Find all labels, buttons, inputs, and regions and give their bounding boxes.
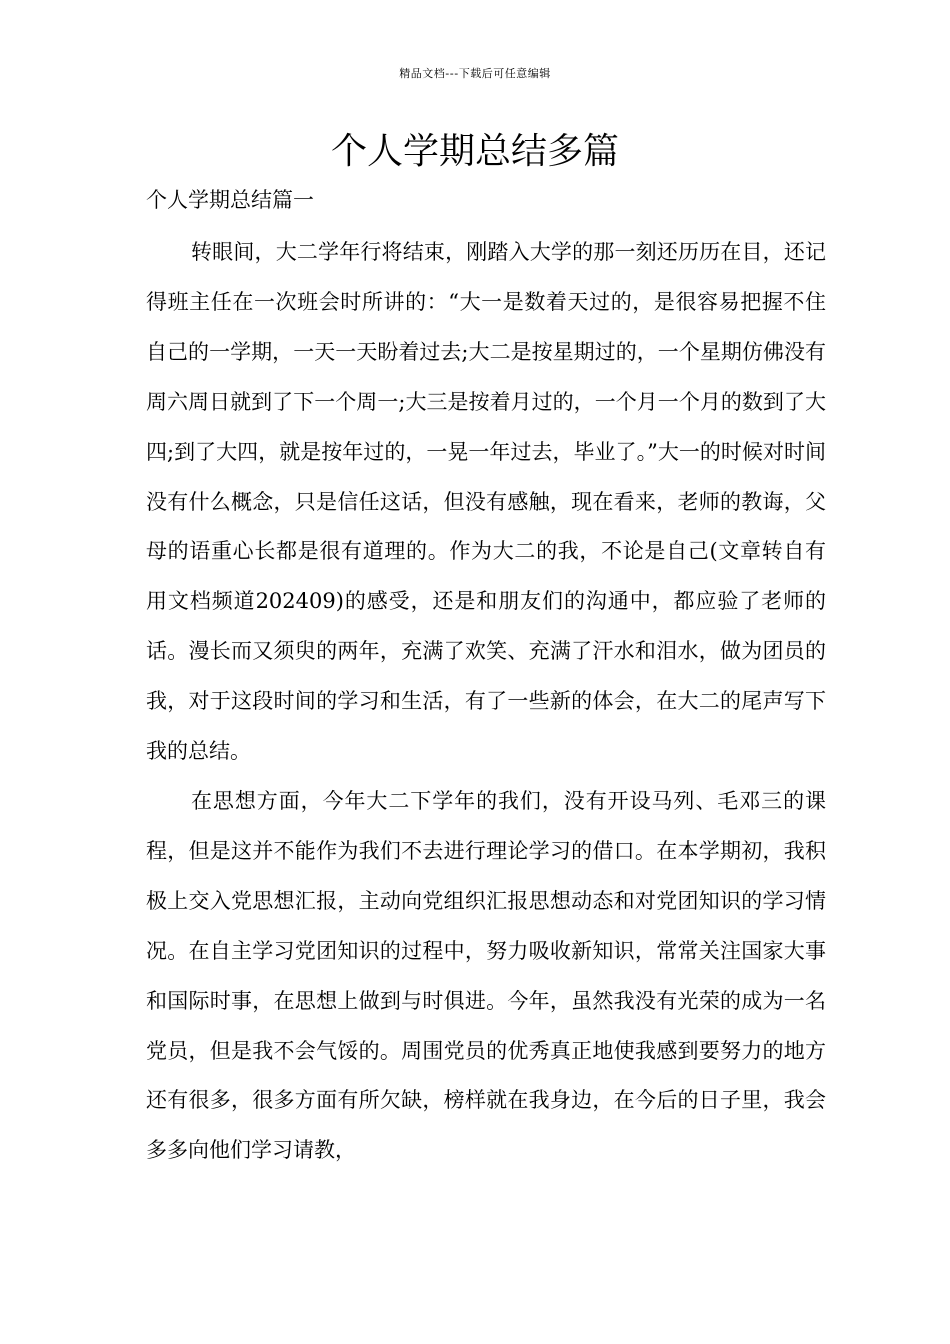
document-body <box>146 228 826 1176</box>
paragraph-2: 在思想方面，今年大二下学年的我们，没有开设马列、毛邓三的课程，但是这并不能作为我们不去进行理论学习的借口。在本学期初，我积极上交入党思想汇报，主动向党组织汇报思想动态和对党团知识的学习情况。在自主学习党团知识的过程中，努力吸收新知识，常常关注国家大事和国际时事，在思想上做到与时俱进。今年，虽然我没有光荣的成为一名党员，但是我不会气馁的。周围党员的优秀真正地使我感到要努力的地方还有很多，很多方面有所欠缺，榜样就在我身边，在今后的日子里，我会多多向他们学习请教， <box>146 788 826 1163</box>
paragraph-1: 转眼间，大二学年行将结束，刚踏入大学的那一刻还历历在目，还记得班主任在一次班会时所讲的：“大一是数着天过的，是很容易把握不住自己的一学期，一天一天盼着过去;大二是按星期过的，一个星期仿佛没有周六周日就到了下一个周一;大三是按着月过的，一个月一个月的数到了大四;到了大四，就是按年过的，一晃一年过去，毕业了。”大一的时候对时间没有什么概念，只是信任这话，但没有感触，现在看来，老师的教诲，父母的语重心长都是很有道理的。作为大二的我，不论是自己(文章转自有用文档频道202409)的感受，还是和朋友们的沟通中，都应验了老师的话。漫长而又须臾的两年，充满了欢笑、充满了汗水和泪水，做为团员的我，对于这段时间的学习和生活，有了一些新的体会，在大二的尾声写下我的总结。 <box>146 240 826 764</box>
document-title: 个人学期总结多篇 <box>330 131 619 172</box>
page-header: 精品文档---下载后可任意编辑 <box>399 67 551 80</box>
section-title: 个人学期总结篇一 <box>146 188 314 212</box>
